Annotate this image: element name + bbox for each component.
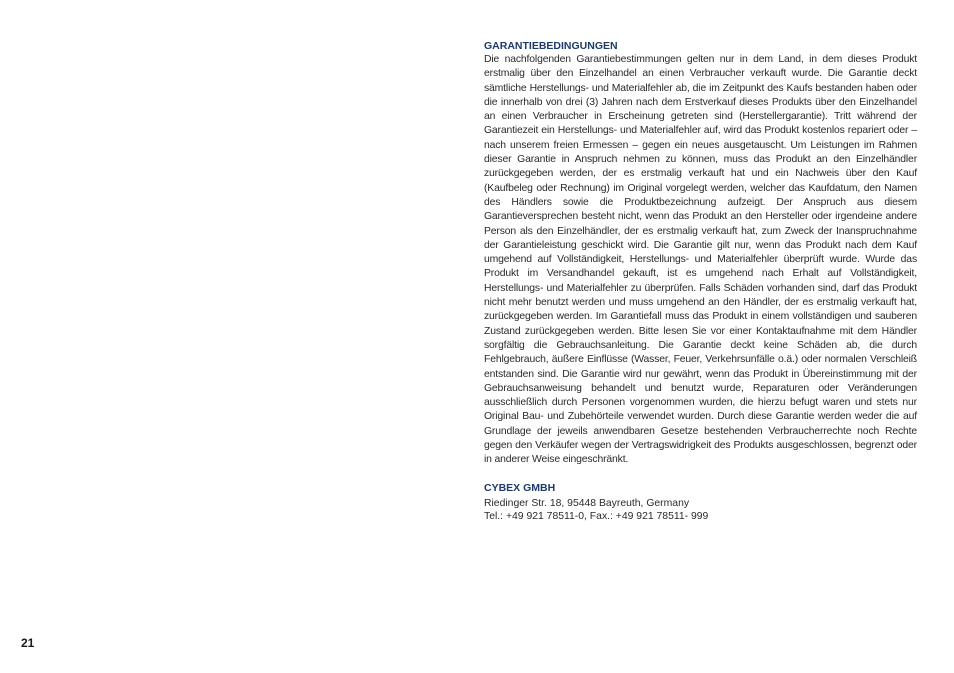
- warranty-section: [484, 40, 917, 524]
- company-name: CYBEX GMBH: [484, 481, 556, 494]
- page-number: 21: [21, 636, 35, 650]
- company-contact: Tel.: +49 921 78511-0, Fax.: +49 921 78511- 999: [484, 511, 709, 523]
- company-block: [484, 482, 917, 524]
- company-address: Riedinger Str. 18, 95448 Bayreuth, Germany: [484, 497, 690, 509]
- warranty-heading: GARANTIEBEDINGUNGEN: [484, 40, 618, 52]
- warranty-body: Die nachfolgenden Garantiebestimmungen gelten nur in dem Land, in dem dieses Produkt erstmalig über den Einzelhandel an einen Verbraucher verkauft wurde. Die Garantie deckt sämtliche Herstellungs- und Materialfehler ab, die im Zeitpunkt des Kaufs bestanden haben oder die innerhalb von drei (3) Jahren nach dem Erstverkauf dieses Produkts über den Einzelhandel an einen Verbraucher in Erscheinung getreten sind (Herstellergarantie). Tritt während der Garantiezeit ein Herstellungs- und Materialfehler auf, wird das Produkt kostenlos repariert oder – nach unserem freien Ermessen – gegen ein neues ausgetauscht. Um Leistungen im Rahmen dieser Garantie in Anspruch nehmen zu können, muss das Produkt an den Einzelhändler zurückgegeben werden, der es erstmalig verkauft hat und ein Nachweis über den Kauf (Kaufbeleg oder Rechnung) im Original vorgelegt werden, welcher das Kaufdatum, den Namen des Händlers sowie die Produktbezeichnung aufzeigt. Der Anspruch aus diesem Garantieversprechen besteht nicht, wenn das Produkt an den Hersteller oder irgendeine andere Person als den Einzelhändler, der es erstmalig verkauft hat, zum Zweck der Inanspruchnahme der Garantieleistung geschickt wird. Die Garantie gilt nur, wenn das Produkt nach dem Kauf umgehend auf Vollständigkeit, Herstellungs- und Materialfehler überprüft wurde. Wurde das Produkt im Versandhandel gekauft, ist es umgehend nach Erhalt auf Vollständigkeit, Herstellungs- und Materialfehler zu überprüfen. Falls Schäden vorhanden sind, darf das Produkt nicht mehr benutzt werden und muss umgehend an den Händler, der es erstmalig verkauft hat, zurückgegeben werden. Im Garantiefall muss das Produkt in einem vollständigen und sauberen Zustand zurückgegeben werden. Bitte lesen Sie vor einer Kontaktaufnahme mit dem Händler sorgfältig die Gebrauchsanleitung. Die Garantie deckt keine Schäden ab, die durch Fehlgebrauch, äußere Einflüsse (Wasser, Feuer, Verkehrsunfälle o.ä.) oder normalen Verschleiß entstanden sind. Die Garantie wird nur gewährt, wenn das Produkt in Übereinstimmung mit der Gebrauchsanweisung behandelt und benutzt wurde, Reparaturen oder Veränderungen ausschließlich durch Personen vorgenommen wurden, die hierzu befugt waren und stets nur Original Bau- und Zubehörteile verwendet wurden. Durch diese Garantie werden weder die auf Grundlage der jeweils anwendbaren Gesetze bestehenden Verbraucherrechte noch Rechte gegen den Verkäufer wegen der Vertragswidrigkeit des Produkts ausgeschlossen, begrenzt oder in anderer Weise eingeschränkt.: [484, 54, 917, 466]
